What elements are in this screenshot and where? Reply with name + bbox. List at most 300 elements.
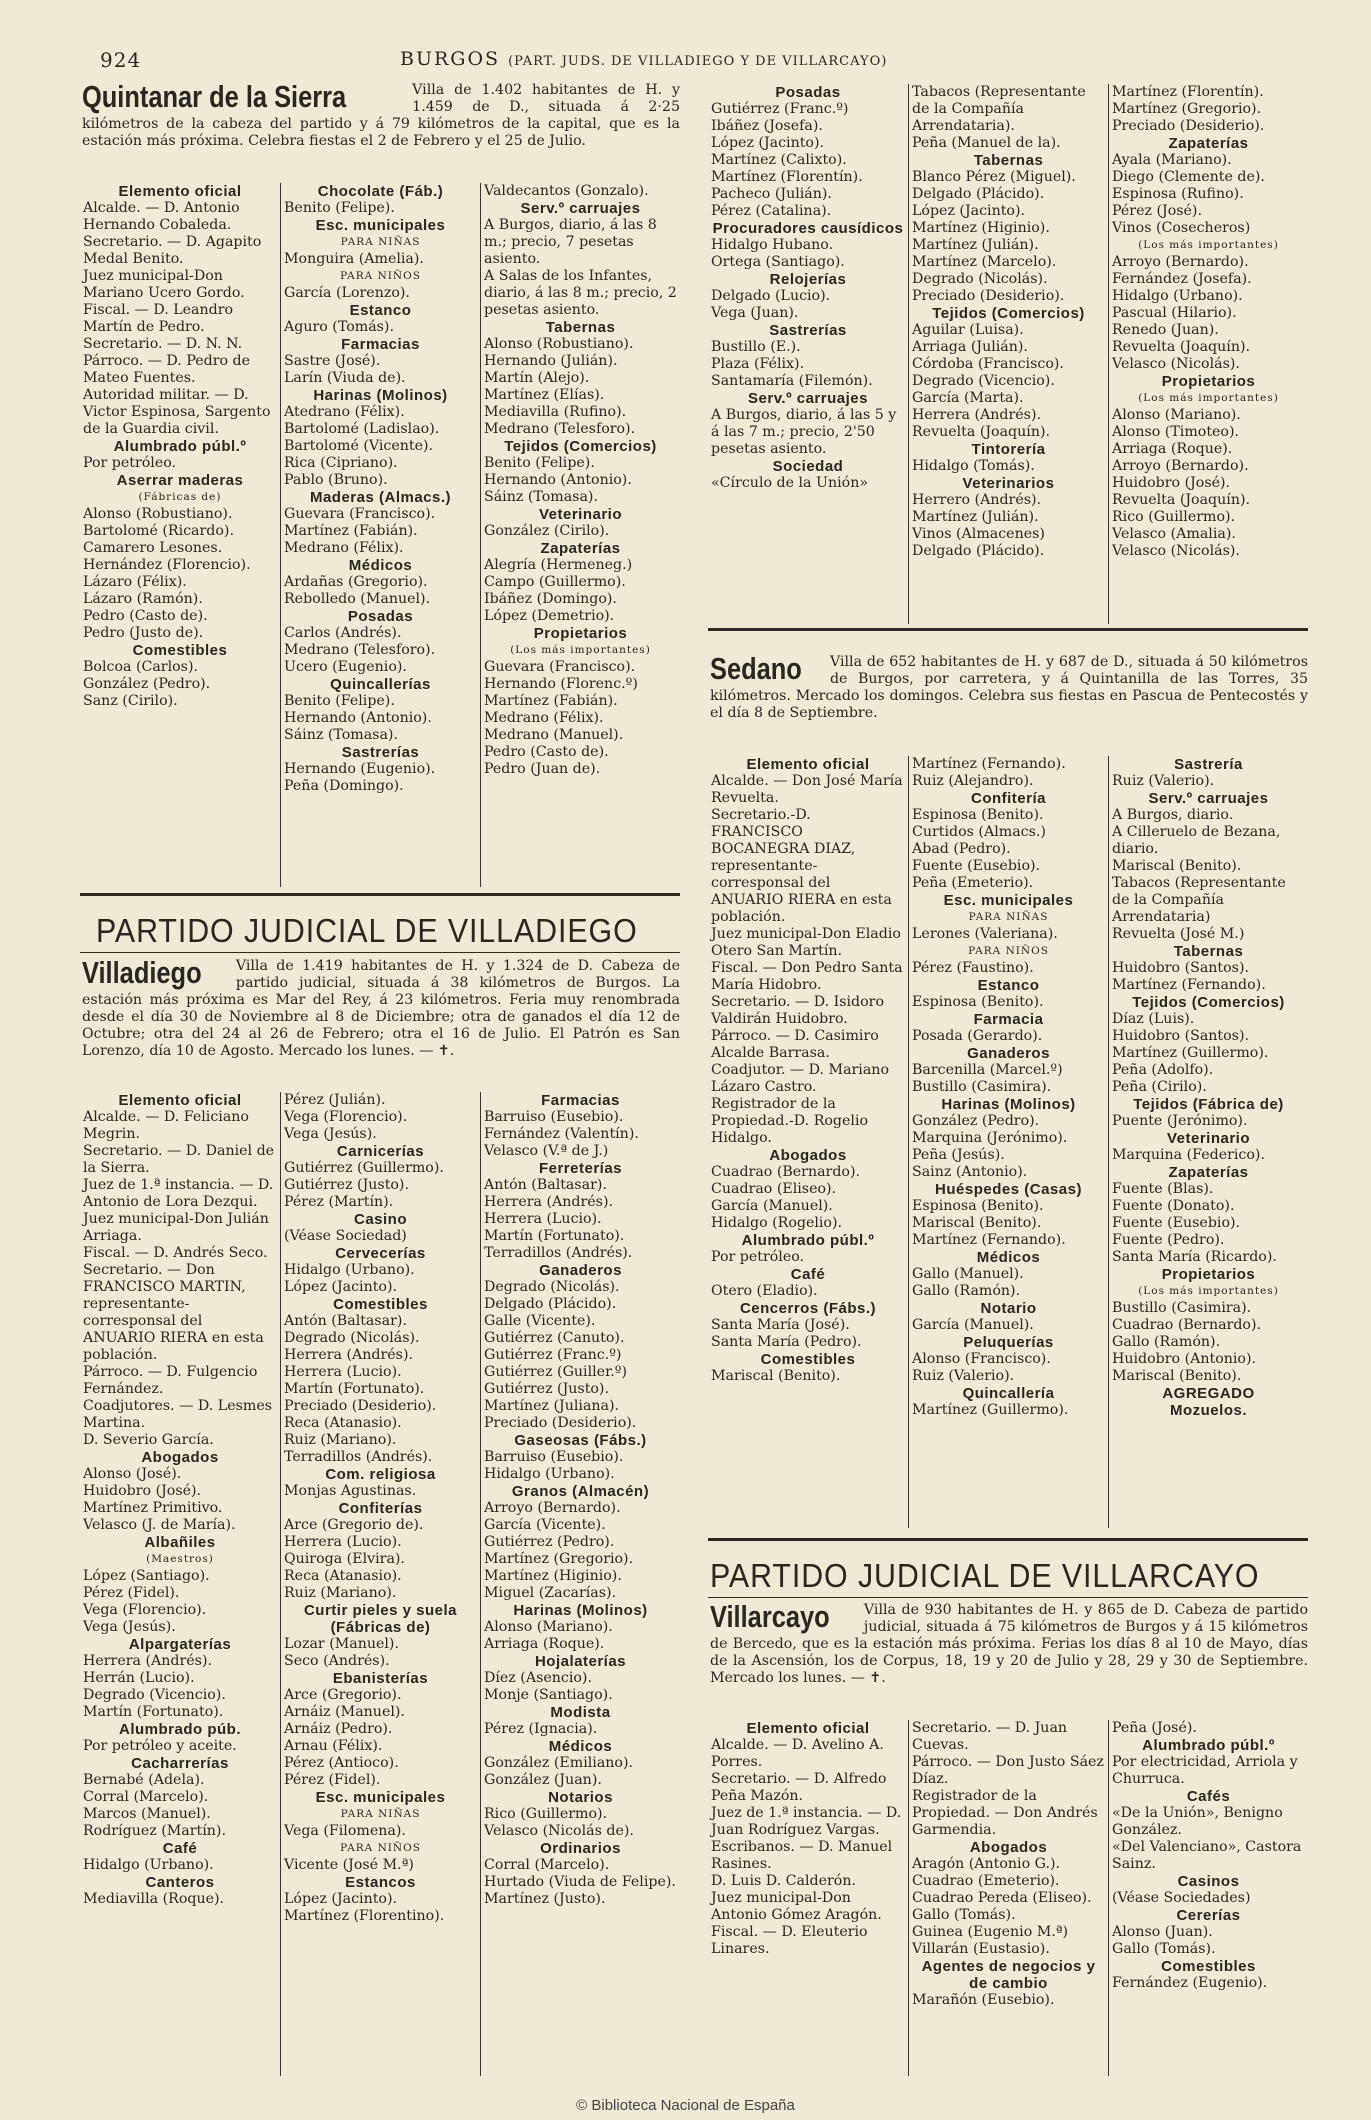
directory-entry: Vicente (José M.ª) xyxy=(284,1857,414,1873)
section-rule xyxy=(80,893,680,896)
section-heading: Curtir pieles y suela (Fábricas de) xyxy=(303,1602,458,1636)
section-subheading: (Maestros) xyxy=(146,1553,214,1565)
directory-entry: Marcos (Manuel). xyxy=(83,1806,211,1822)
directory-entry: Cuadrao (Bernardo). xyxy=(1112,1317,1262,1333)
section-heading: Cacharrerías xyxy=(131,1755,229,1772)
directory-entry: Registrador de la Propiedad. — Don Andrés Garmendia. xyxy=(912,1788,1098,1838)
directory-entry: Espinosa (Benito). xyxy=(912,994,1044,1010)
directory-entry: Martínez (Higinio). xyxy=(912,220,1050,236)
section-heading: Ordinarios xyxy=(540,1840,621,1857)
directory-entry: Preciado (Desiderio). xyxy=(912,288,1065,304)
section-heading: Propietarios xyxy=(1161,1266,1256,1283)
villarcayo-intro-text: Villa de 930 habitantes de H. y 865 de D. Cabeza de partido judicial, situada á 75 kilómetros de Burgos y á 15 kilómetros de Bercedo, que es la estación más próxima. Ferias los días 8 al 10 de Mayo, días de la Ascensión, los de Corpus, 18, 19 y 20 de Julio y 28, 29 y 30 de Septiembre. Mercado los lunes. — ✝. xyxy=(710,1602,1308,1686)
directory-entry: Degrado (Vicencio). xyxy=(912,373,1055,389)
directory-entry: Pacheco (Julián). xyxy=(711,186,832,202)
directory-entry: Bustillo (Casimira). xyxy=(912,1079,1052,1095)
section-heading: Harinas (Molinos) xyxy=(941,1096,1076,1113)
directory-entry: Herrera (Lucio). xyxy=(484,1211,602,1227)
directory-entry: Martínez (Julián). xyxy=(912,509,1039,525)
directory-entry: Vega (Filomena). xyxy=(284,1823,406,1839)
directory-entry: Arnau (Félix). xyxy=(284,1738,383,1754)
villarcayo-partido-heading: PARTIDO JUDICIAL DE VILLARCAYO xyxy=(710,1557,1260,1594)
directory-entry: Velasco (Nicolás). xyxy=(1112,356,1240,372)
directory-entry: Por electricidad, Arriola y Churruca. xyxy=(1112,1754,1298,1787)
directory-entry: Galle (Vicente). xyxy=(484,1313,596,1329)
directory-entry: Mariscal (Benito). xyxy=(912,1215,1042,1231)
directory-entry: Monjas Agustinas. xyxy=(284,1483,417,1499)
section-heading: Alumbrado públ.º xyxy=(113,438,247,455)
section-heading: Esc. municipales xyxy=(315,217,446,234)
directory-entry: Secretario. — D. Alfredo Peña Mazón. xyxy=(711,1771,887,1804)
section-heading: Carnicerías xyxy=(336,1143,425,1160)
directory-entry: López (Jacinto). xyxy=(284,1279,398,1295)
section-heading: Albañiles xyxy=(144,1534,216,1551)
section-heading: Serv.º carruajes xyxy=(1148,790,1269,807)
directory-entry: Martínez (Fabián). xyxy=(484,693,618,709)
directory-entry: A Cilleruelo de Bezana, diario. xyxy=(1112,824,1281,857)
directory-entry: Curtidos (Almacs.) xyxy=(912,824,1046,840)
directory-entry: Díez (Asencio). xyxy=(484,1670,592,1686)
directory-entry: Sáinz (Tomasa). xyxy=(484,489,598,505)
directory-entry: Gutiérrez (Justo). xyxy=(484,1381,609,1397)
directory-entry: Ayala (Mariano). xyxy=(1112,152,1232,168)
directory-entry: Díaz (Luis). xyxy=(1112,1011,1195,1027)
quintanar-cont-col-2 xyxy=(908,84,1108,624)
section-heading: Elemento oficial xyxy=(118,183,242,200)
directory-entry: Alonso (Mariano). xyxy=(484,1619,613,1635)
directory-entry: Pedro (Justo de). xyxy=(83,625,204,641)
directory-entry: Huidobro (José). xyxy=(83,1483,202,1499)
directory-entry: Alcalde. — D. Feliciano Megrin. xyxy=(83,1109,249,1142)
section-heading: Farmacias xyxy=(341,336,420,353)
directory-entry: García (Vicente). xyxy=(484,1517,606,1533)
directory-entry: Martínez (Florentino). xyxy=(284,1908,445,1924)
directory-entry: Atedrano (Félix). xyxy=(284,404,405,420)
directory-entry: Martínez (Juliana). xyxy=(484,1398,620,1414)
directory-entry: Revuelta (Joaquín). xyxy=(912,424,1050,440)
directory-entry: Vega (Jesús). xyxy=(284,1126,377,1142)
section-heading: Farmacia xyxy=(973,1011,1044,1028)
directory-entry: Juez de 1.ª instancia. — D. Antonio de Lora Dezqui. xyxy=(83,1177,274,1210)
directory-entry: Herrán (Lucio). xyxy=(83,1670,195,1686)
directory-entry: Hidalgo (Tomás). xyxy=(912,458,1035,474)
section-heading: Médicos xyxy=(548,1738,613,1755)
section-heading: Confiterías xyxy=(338,1500,423,1517)
section-heading: Café xyxy=(162,1840,198,1857)
villadiego-col-3 xyxy=(480,1092,680,2076)
directory-entry: Barcenilla (Marcel.º) xyxy=(912,1062,1063,1078)
directory-entry: Pérez (Martín). xyxy=(284,1194,394,1210)
villarcayo-col-2 xyxy=(908,1720,1108,2076)
section-heading: Ebanisterías xyxy=(332,1670,429,1687)
directory-entry: Ruiz (Valerio). xyxy=(1112,773,1215,789)
directory-entry: Barruiso (Eusebio). xyxy=(484,1449,624,1465)
directory-entry: Hernández (Florencio). xyxy=(83,557,251,573)
directory-entry: Martínez (Guillermo). xyxy=(1112,1045,1269,1061)
section-heading: Cererías xyxy=(1176,1907,1241,1924)
directory-entry: González (Pedro). xyxy=(83,676,211,692)
directory-entry: Mediavilla (Rufino). xyxy=(484,404,627,420)
directory-entry: Medrano (Félix). xyxy=(284,540,404,556)
directory-entry: Miguel (Zacarías). xyxy=(484,1585,617,1601)
directory-entry: Vinos (Cosecheros) xyxy=(1112,220,1251,236)
directory-entry: Rebolledo (Manuel). xyxy=(284,591,431,607)
directory-entry: Benito (Felipe). xyxy=(484,455,595,471)
directory-entry: (Véase Sociedad) xyxy=(284,1228,407,1244)
directory-entry: Antón (Baltasar). xyxy=(284,1313,407,1329)
directory-entry: Herrera (Andrés). xyxy=(284,1347,413,1363)
directory-entry: Herrero (Andrés). xyxy=(912,492,1042,508)
directory-entry: López (Jacinto). xyxy=(912,203,1026,219)
directory-entry: Velasco (J. de María). xyxy=(83,1517,236,1533)
directory-entry: Degrado (Vicencio). xyxy=(83,1687,226,1703)
section-heading: AGREGADO xyxy=(1162,1385,1255,1402)
directory-entry: Fiscal. — Don Pedro Santa María Hidobro. xyxy=(711,960,903,993)
directory-entry: Alonso (Timoteo). xyxy=(1112,424,1240,440)
directory-entry: Pérez (Catalina). xyxy=(711,203,832,219)
sedano-col-3 xyxy=(1108,756,1308,1528)
section-heading: Veterinario xyxy=(1166,1130,1251,1147)
section-heading: Farmacias xyxy=(541,1092,620,1109)
directory-entry: González (Juan). xyxy=(484,1772,602,1788)
page-subtitle: (PART. JUDS. DE VILLADIEGO Y DE VILLARCAYO) xyxy=(508,54,888,69)
directory-entry: Ibáñez (Domingo). xyxy=(484,591,617,607)
directory-entry: Párroco. — D. Fulgencio Fernández. xyxy=(83,1364,258,1397)
directory-entry: Peña (Adolfo). xyxy=(1112,1062,1214,1078)
directory-entry: Carlos (Andrés). xyxy=(284,625,402,641)
directory-entry: Velasco (V.ª de J.) xyxy=(484,1143,609,1159)
directory-entry: Herrera (Andrés). xyxy=(83,1653,212,1669)
directory-entry: Martínez (Fernando). xyxy=(912,1232,1066,1248)
directory-entry: Gutiérrez (Guiller.º) xyxy=(484,1364,628,1380)
directory-entry: Huidobro (José). xyxy=(1112,475,1231,491)
directory-entry: Martínez (Florentín). xyxy=(1112,84,1264,100)
quintanar-columns xyxy=(80,183,680,887)
section-subheading: (Los más importantes) xyxy=(1138,239,1279,251)
directory-entry: Tabacos (Representante de la Compañía Arrendataria). xyxy=(912,84,1086,134)
directory-entry: Blanco Pérez (Miguel). xyxy=(912,169,1076,185)
directory-entry: Barruiso (Eusebio). xyxy=(484,1109,624,1125)
directory-entry: González (Emiliano). xyxy=(484,1755,634,1771)
directory-entry: Peña (José). xyxy=(1112,1720,1197,1736)
directory-entry: A Burgos, diario, á las 5 y á las 7 m.; precio, 2'50 pesetas asiento. xyxy=(711,407,897,457)
directory-entry: Medrano (Manuel). xyxy=(484,727,624,743)
directory-entry: Hidalgo (Urbano). xyxy=(284,1262,415,1278)
section-heading: Ferreterías xyxy=(538,1160,623,1177)
directory-entry: Aguro (Tomás). xyxy=(284,319,394,335)
section-heading: Estanco xyxy=(977,977,1040,994)
section-heading: Mozuelos. xyxy=(1169,1402,1247,1419)
sedano-col-2 xyxy=(908,756,1108,1528)
directory-entry: Ruiz (Mariano). xyxy=(284,1585,397,1601)
directory-entry: Ardañas (Gregorio). xyxy=(284,574,428,590)
directory-entry: Fernández (Valentín). xyxy=(484,1126,639,1142)
section-heading: Esc. municipales xyxy=(315,1789,446,1806)
directory-entry: Por petróleo. xyxy=(711,1249,805,1265)
directory-entry: Córdoba (Francisco). xyxy=(912,356,1064,372)
directory-entry: Guevara (Francisco). xyxy=(484,659,636,675)
directory-entry: Alcalde. — D. Antonio Hernando Cobaleda. xyxy=(83,200,240,233)
section-heading: Ganaderos xyxy=(967,1045,1050,1062)
directory-entry: Sáinz (Tomasa). xyxy=(284,727,398,743)
directory-entry: Santamaría (Filemón). xyxy=(711,373,873,389)
directory-entry: Rica (Cipriano). xyxy=(284,455,398,471)
directory-entry: Gutiérrez (Pedro). xyxy=(484,1534,615,1550)
section-subheading: PARA NIÑAS xyxy=(340,1808,421,1820)
directory-entry: Delgado (Plácido). xyxy=(484,1296,617,1312)
directory-entry: Pérez (Fidel). xyxy=(83,1585,180,1601)
directory-entry: Monje (Santiago). xyxy=(484,1687,613,1703)
directory-entry: López (Demetrio). xyxy=(484,608,615,624)
directory-entry: Medrano (Telesforo). xyxy=(484,421,636,437)
directory-entry: Ruiz (Mariano). xyxy=(284,1432,397,1448)
directory-entry: Sainz (Antonio). xyxy=(912,1164,1028,1180)
section-heading: Médicos xyxy=(976,1249,1041,1266)
directory-entry: Benito (Felipe). xyxy=(284,200,395,216)
directory-entry: Bernabé (Adela). xyxy=(83,1772,205,1788)
directory-entry: Bartolomé (Vicente). xyxy=(284,438,434,454)
section-heading: Cafés xyxy=(1186,1788,1231,1805)
quintanar-cont-columns xyxy=(708,84,1308,624)
section-heading: Tejidos (Comercios) xyxy=(504,438,657,455)
directory-entry: Mariscal (Benito). xyxy=(1112,858,1242,874)
section-heading: Comestibles xyxy=(1161,1958,1256,1975)
section-heading: Sastrerías xyxy=(341,744,420,761)
directory-entry: Lázaro (Félix). xyxy=(83,574,187,590)
directory-entry: Pascual (Hilario). xyxy=(1112,305,1237,321)
directory-entry: Tabacos (Representante de la Compañía Arrendataria) xyxy=(1112,875,1286,925)
directory-entry: Rico (Guillermo). xyxy=(484,1806,608,1822)
section-heading: Tabernas xyxy=(1173,943,1244,960)
section-heading: Café xyxy=(790,1266,826,1283)
directory-entry: Lázaro (Ramón). xyxy=(83,591,203,607)
directory-entry: Escribanos. — D. Manuel Rasines. xyxy=(711,1839,893,1872)
directory-entry: Preciado (Desiderio). xyxy=(484,1415,637,1431)
directory-entry: Martínez (Guillermo). xyxy=(912,1402,1069,1418)
directory-entry: Peña (Emeterio). xyxy=(912,875,1034,891)
section-rule xyxy=(708,1538,1308,1541)
section-heading: Abogados xyxy=(141,1449,219,1466)
directory-entry: Revuelta (Joaquín). xyxy=(1112,339,1250,355)
section-heading: Tejidos (Comercios) xyxy=(932,305,1085,322)
directory-entry: Martín (Fortunato). xyxy=(284,1381,425,1397)
directory-entry: Coadjutores. — D. Lesmes Martina. xyxy=(83,1398,273,1431)
directory-entry: Ortega (Santiago). xyxy=(711,254,845,270)
directory-entry: Herrera (Andrés). xyxy=(912,407,1041,423)
directory-entry: «De la Unión», Benigno González. xyxy=(1112,1805,1283,1838)
page-title: BURGOS (PART. JUDS. DE VILLADIEGO Y DE VILLARCAYO) xyxy=(400,48,888,70)
section-heading: Elemento oficial xyxy=(118,1092,242,1109)
directory-entry: D. Luis D. Calderón. xyxy=(711,1873,856,1889)
directory-entry: Revuelta (José M.) xyxy=(1112,926,1245,942)
directory-entry: Gutiérrez (Franc.º) xyxy=(484,1347,622,1363)
quintanar-intro-text: Villa de 1.402 habitantes de H. y 1.459 de D., situada á 2·25 kilómetros de la cabeza del partido y á 79 kilómetros de la capital, que es la estación más próxima. Celebra fiestas el 2 de Febrero y el 25 de Julio. xyxy=(82,82,680,149)
directory-entry: Bartolomé (Ladislao). xyxy=(284,421,440,437)
directory-entry: Arnáiz (Pedro). xyxy=(284,1721,393,1737)
directory-entry: Fuente (Eusebio). xyxy=(912,858,1041,874)
section-heading: Elemento oficial xyxy=(746,756,870,773)
sedano-col-1 xyxy=(708,756,908,1528)
directory-entry: Medrano (Telesforo). xyxy=(284,642,436,658)
directory-entry: Gallo (Manuel). xyxy=(912,1266,1024,1282)
directory-entry: Pérez (Julián). xyxy=(284,1092,386,1108)
directory-entry: Arroyo (Bernardo). xyxy=(484,1500,621,1516)
directory-entry: Hernando (Florenc.º) xyxy=(484,676,638,692)
directory-entry: Mediavilla (Roque). xyxy=(83,1891,225,1907)
directory-entry: Juez de 1.ª instancia. — D. Juan Rodríguez Vargas. xyxy=(711,1805,902,1838)
directory-entry: Martínez Primitivo. xyxy=(83,1500,223,1516)
directory-entry: Revuelta (Joaquín). xyxy=(1112,492,1250,508)
section-heading: Propietarios xyxy=(1161,373,1256,390)
directory-entry: Hernando (Eugenio). xyxy=(284,761,436,777)
directory-entry: López (Santiago). xyxy=(83,1568,210,1584)
directory-entry: Preciado (Desiderio). xyxy=(284,1398,437,1414)
directory-entry: Alcalde. — Don José María Revuelta. xyxy=(711,773,903,806)
directory-entry: Medrano (Félix). xyxy=(484,710,604,726)
directory-entry: Alonso (Juan). xyxy=(1112,1924,1213,1940)
directory-entry: Guevara (Francisco). xyxy=(284,506,436,522)
directory-entry: Valdecantos (Gonzalo). xyxy=(484,183,649,199)
directory-entry: Pérez (Antioco). xyxy=(284,1755,399,1771)
directory-entry: Puente (Jerónimo). xyxy=(1112,1113,1248,1129)
section-heading: Zapaterías xyxy=(540,540,621,557)
section-subheading: (Fábricas de) xyxy=(138,491,222,503)
directory-entry: Pérez (Faustino). xyxy=(912,960,1034,976)
directory-entry: Reca (Atanasio). xyxy=(284,1415,402,1431)
directory-entry: Cuadrao (Bernardo). xyxy=(711,1164,861,1180)
directory-entry: Pérez (José). xyxy=(1112,203,1202,219)
directory-entry: López (Jacinto). xyxy=(284,1891,398,1907)
directory-entry: Ucero (Eugenio). xyxy=(284,659,407,675)
villadiego-col-1 xyxy=(80,1092,280,2076)
directory-entry: Monguira (Amelia). xyxy=(284,251,424,267)
section-heading: Com. religiosa xyxy=(325,1466,436,1483)
directory-entry: Alonso (Francisco). xyxy=(912,1351,1051,1367)
villadiego-intro-text: Villa de 1.419 habitantes de H. y 1.324 de D. Cabeza de partido judicial, situada á 38 kilómetros de Burgos. La estación más próxima es Mar del Rey, á 23 kilómetros. Feria muy renombrada desde el día 30 de Noviembre al 8 de Diciembre; otra de ganados el día 12 de Octubre; otra del 24 al 26 de Febrero; otra el 16 de Julio. El Patrón es San Lorenzo, día 10 de Agosto. Mercado los lunes. — ✝. xyxy=(82,958,680,1059)
directory-entry: Velasco (Nicolás). xyxy=(1112,543,1240,559)
sedano-intro xyxy=(710,651,1308,722)
section-heading: Ganaderos xyxy=(539,1262,622,1279)
section-heading: Zapaterías xyxy=(1168,1164,1249,1181)
section-heading: Peluquerías xyxy=(963,1334,1054,1351)
directory-entry: Fernández (Eugenio). xyxy=(1112,1975,1268,1991)
directory-entry: Martín (Alejo). xyxy=(484,370,590,386)
directory-entry: Hurtado (Viuda de Felipe). xyxy=(484,1874,676,1890)
directory-entry: Peña (Domingo). xyxy=(284,778,404,794)
section-rule xyxy=(80,952,680,953)
directory-entry: Pablo (Bruno). xyxy=(284,472,388,488)
directory-entry: Terradillos (Andrés). xyxy=(284,1449,433,1465)
directory-entry: Degrado (Nicolás). xyxy=(912,271,1048,287)
directory-entry: Pedro (Casto de). xyxy=(484,744,609,760)
directory-entry: Arce (Gregorio de). xyxy=(284,1517,424,1533)
villarcayo-col-3 xyxy=(1108,1720,1308,2076)
directory-entry: Martínez (Florentín). xyxy=(711,169,863,185)
directory-entry: Martínez (Higinio). xyxy=(484,1568,622,1584)
directory-entry: Cuadrao (Emeterio). xyxy=(912,1873,1060,1889)
villadiego-columns xyxy=(80,1092,680,2076)
section-heading: Serv.º carruajes xyxy=(748,390,868,407)
directory-entry: A Burgos, diario, á las 8 m.; precio, 7 pesetas asiento. xyxy=(484,217,657,267)
directory-entry: Martínez (Fernando). xyxy=(912,756,1066,772)
directory-entry: García (Manuel). xyxy=(711,1198,833,1214)
directory-entry: Delgado (Plácido). xyxy=(912,543,1045,559)
directory-entry: García (Marta). xyxy=(912,390,1024,406)
directory-entry: Posada (Gerardo). xyxy=(912,1028,1043,1044)
directory-entry: García (Manuel). xyxy=(912,1317,1034,1333)
directory-entry: Pedro (Casto de). xyxy=(83,608,208,624)
section-heading: Sastrerías xyxy=(769,322,847,339)
directory-entry: Bolcoa (Carlos). xyxy=(83,659,198,675)
directory-entry: Gutiérrez (Canuto). xyxy=(484,1330,625,1346)
directory-entry: Hernando (Antonio). xyxy=(484,472,632,488)
directory-entry: Rico (Guillermo). xyxy=(1112,509,1236,525)
sedano-columns xyxy=(708,756,1308,1528)
directory-entry: Arce (Gregorio). xyxy=(284,1687,402,1703)
section-heading: Harinas (Molinos) xyxy=(513,1602,648,1619)
section-heading: Posadas xyxy=(775,84,841,101)
section-heading: Sastrería xyxy=(1174,756,1243,773)
villarcayo-intro xyxy=(710,1599,1308,1687)
directory-entry: Fiscal. — D. Eleuterio Linares. xyxy=(711,1924,868,1957)
directory-entry: Juez municipal-Don Mariano Ucero Gordo. xyxy=(83,268,245,301)
section-subheading: (Los más importantes) xyxy=(1138,1285,1279,1297)
directory-entry: Diego (Clemente de). xyxy=(1112,169,1265,185)
section-heading: Tabernas xyxy=(973,152,1044,169)
directory-entry: Antón (Baltasar). xyxy=(484,1177,607,1193)
directory-entry: Hernando (Julián). xyxy=(484,353,618,369)
directory-entry: García (Lorenzo). xyxy=(284,285,410,301)
section-rule xyxy=(708,628,1308,631)
section-heading: Zapaterías xyxy=(1168,135,1249,152)
section-heading: Estancos xyxy=(345,1874,416,1891)
directory-entry: Herrera (Andrés). xyxy=(484,1194,613,1210)
section-heading: Quincallerías xyxy=(330,676,431,693)
directory-entry: Arriaga (Roque). xyxy=(1112,441,1233,457)
directory-entry: Herrera (Lucio). xyxy=(284,1534,402,1550)
directory-entry: Abad (Pedro). xyxy=(912,841,1011,857)
directory-entry: Fuente (Eusebio). xyxy=(1112,1215,1241,1231)
directory-entry: Martínez (Gregorio). xyxy=(484,1551,634,1567)
directory-entry: Fernández (Josefa). xyxy=(1112,271,1252,287)
directory-entry: Martínez (Marcelo). xyxy=(912,254,1057,270)
directory-entry: Gutiérrez (Franc.º) xyxy=(711,101,849,117)
directory-entry: Secretario. — D. N. N. xyxy=(83,336,243,352)
directory-entry: Degrado (Nicolás). xyxy=(284,1330,420,1346)
villarcayo-col-1 xyxy=(708,1720,908,2076)
directory-entry: Delgado (Plácido). xyxy=(912,186,1045,202)
quintanar-col-3 xyxy=(480,183,680,887)
quintanar-cont-col-1 xyxy=(708,84,908,624)
section-heading: Alumbrado púb. xyxy=(119,1721,241,1738)
directory-entry: Huidobro (Santos). xyxy=(1112,960,1250,976)
directory-entry: Alonso (José). xyxy=(83,1466,182,1482)
directory-entry: Vega (Florencio). xyxy=(284,1109,408,1125)
directory-entry: Martínez (Calixto). xyxy=(711,152,847,168)
section-heading: Alumbrado públ.º xyxy=(741,1232,875,1249)
directory-entry: Vega (Juan). xyxy=(711,305,799,321)
section-heading: Serv.º carruajes xyxy=(520,200,641,217)
directory-entry: Alegría (Hermeneg.) xyxy=(484,557,633,573)
directory-entry: Gallo (Ramón). xyxy=(1112,1334,1221,1350)
directory-entry: Santa María (Ricardo). xyxy=(1112,1249,1277,1265)
directory-entry: Seco (Andrés). xyxy=(284,1653,390,1669)
directory-entry: Huidobro (Antonio). xyxy=(1112,1351,1257,1367)
villadiego-partido-heading: PARTIDO JUDICIAL DE VILLADIEGO xyxy=(96,912,638,949)
directory-entry: Marquina (Federico). xyxy=(1112,1147,1265,1163)
directory-entry: Autoridad militar. — D. Victor Espinosa, Sargento de la Guardia civil. xyxy=(83,387,271,437)
directory-entry: Pedro (Juan de). xyxy=(484,761,601,777)
